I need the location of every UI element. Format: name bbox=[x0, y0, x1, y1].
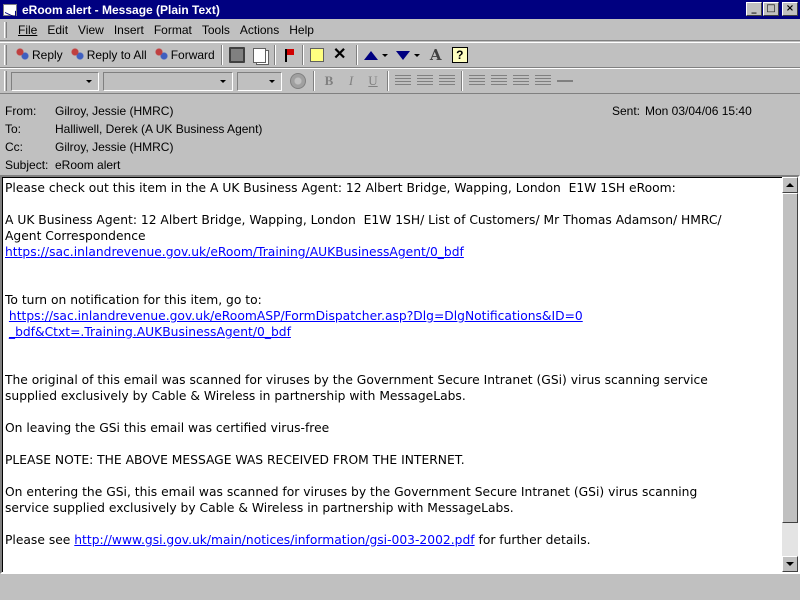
font-color-icon[interactable] bbox=[290, 73, 306, 89]
reply-all-label: Reply to All bbox=[86, 48, 147, 62]
close-button[interactable]: × bbox=[782, 2, 798, 16]
body-line: Please see bbox=[5, 533, 75, 547]
subject-label: Subject: bbox=[5, 158, 49, 172]
chevron-down-icon[interactable] bbox=[265, 74, 280, 89]
body-line: The original of this email was scanned for viruses by the Government Secure Intranet (GSi) virus scanning service bbox=[5, 373, 708, 387]
chevron-down-icon[interactable] bbox=[216, 74, 231, 89]
align-center-icon[interactable] bbox=[417, 75, 433, 87]
from-value[interactable]: Gilroy, Jessie (HMRC) bbox=[55, 104, 174, 118]
sent-row bbox=[612, 104, 752, 118]
address-book-button[interactable] bbox=[425, 44, 449, 66]
eroom-item-link[interactable]: https://sac.inlandrevenue.gov.uk/eRoom/Training/AUKBusinessAgent/0_bdf bbox=[5, 245, 464, 259]
delete-button[interactable] bbox=[329, 44, 353, 66]
window-controls bbox=[745, 2, 798, 16]
standard-toolbar bbox=[0, 42, 800, 68]
cc-label: Cc: bbox=[5, 140, 23, 154]
formatting-toolbar bbox=[0, 68, 800, 94]
menu-grip[interactable] bbox=[4, 22, 7, 38]
body-line: Please check out this item in the A UK Business Agent: 12 Albert Bridge, Wapping, London E1W 1SH eRoom: bbox=[5, 181, 676, 195]
move-to-folder-icon bbox=[310, 48, 324, 62]
forward-label: Forward bbox=[170, 48, 215, 62]
delete-icon: ✕ bbox=[333, 46, 347, 63]
notification-link-continued[interactable]: _bdf&Ctxt=.Training.AUKBusinessAgent/0_bdf bbox=[8, 325, 291, 339]
envelope-icon bbox=[3, 4, 17, 16]
menu-view[interactable] bbox=[73, 21, 109, 39]
toolbar-grip[interactable] bbox=[4, 45, 7, 65]
body-line: for further details. bbox=[474, 533, 591, 547]
menu-actions-label: Actions bbox=[239, 23, 280, 37]
flag-button[interactable] bbox=[279, 44, 299, 66]
dropdown-arrow-icon[interactable] bbox=[382, 54, 388, 57]
reply-label: Reply bbox=[32, 48, 63, 62]
body-line: service supplied exclusively by Cable & Wireless in partnership with MessageLabs. bbox=[5, 501, 514, 515]
sent-value: Mon 03/04/06 15:40 bbox=[645, 104, 752, 118]
reply-icon bbox=[14, 47, 30, 63]
address-book-icon: A bbox=[429, 46, 442, 64]
menu-view-label: View bbox=[78, 23, 104, 37]
body-line: To turn on notification for this item, go to: bbox=[5, 293, 262, 307]
menu-bar bbox=[0, 20, 800, 41]
toolbar-separator bbox=[387, 71, 389, 91]
numbering-icon[interactable] bbox=[491, 75, 507, 87]
cc-row bbox=[5, 138, 173, 156]
menu-help[interactable] bbox=[284, 21, 319, 39]
previous-item-button[interactable] bbox=[361, 44, 393, 66]
chevron-down-icon[interactable] bbox=[82, 74, 97, 89]
dropdown-arrow-icon[interactable] bbox=[414, 54, 420, 57]
horizontal-line-icon[interactable] bbox=[557, 80, 573, 82]
menu-file-label: File bbox=[18, 23, 38, 37]
help-icon: ? bbox=[452, 47, 468, 63]
reply-all-button[interactable] bbox=[66, 44, 150, 66]
menu-edit[interactable] bbox=[42, 21, 73, 39]
forward-icon bbox=[153, 47, 169, 63]
align-right-icon[interactable] bbox=[439, 75, 455, 87]
align-left-icon[interactable] bbox=[395, 75, 411, 87]
toolbar-separator bbox=[313, 71, 315, 91]
italic-button[interactable]: I bbox=[348, 73, 354, 88]
print-button[interactable] bbox=[226, 44, 250, 66]
next-item-icon bbox=[396, 51, 410, 60]
scroll-down-button[interactable] bbox=[782, 556, 798, 572]
gsi-notice-link[interactable]: http://www.gsi.gov.uk/main/notices/information/gsi-003-2002.pdf bbox=[74, 533, 475, 547]
toolbar-separator bbox=[302, 45, 304, 65]
menu-insert[interactable] bbox=[109, 21, 149, 39]
to-value[interactable]: Halliwell, Derek (A UK Business Agent) bbox=[55, 122, 263, 136]
maximize-button[interactable]: □ bbox=[763, 2, 779, 16]
reply-all-icon bbox=[69, 47, 85, 63]
toolbar-separator bbox=[461, 71, 463, 91]
scroll-thumb[interactable] bbox=[782, 193, 798, 523]
menu-file[interactable] bbox=[13, 21, 42, 39]
minimize-button[interactable]: _ bbox=[746, 2, 762, 16]
menu-help-label: Help bbox=[289, 23, 314, 37]
sent-label: Sent: bbox=[612, 104, 641, 118]
previous-item-icon bbox=[364, 51, 378, 60]
vertical-scrollbar[interactable] bbox=[782, 177, 798, 572]
subject-row bbox=[5, 156, 120, 174]
to-row bbox=[5, 120, 262, 138]
cc-value[interactable]: Gilroy, Jessie (HMRC) bbox=[55, 140, 174, 154]
window-title: eRoom alert - Message (Plain Text) bbox=[22, 2, 220, 17]
scroll-up-button[interactable] bbox=[782, 177, 798, 193]
forward-button[interactable] bbox=[150, 44, 218, 66]
menu-edit-label: Edit bbox=[47, 23, 69, 37]
copy-icon bbox=[253, 48, 266, 63]
body-line: On leaving the GSi this email was certified virus-free bbox=[5, 421, 330, 435]
message-text[interactable] bbox=[5, 180, 783, 572]
body-line: Agent Correspondence bbox=[5, 229, 146, 243]
subject-value: eRoom alert bbox=[55, 158, 121, 172]
toolbar-separator bbox=[221, 45, 223, 65]
menu-tools[interactable] bbox=[197, 21, 235, 39]
menu-format[interactable] bbox=[149, 21, 197, 39]
from-label: From: bbox=[5, 104, 37, 118]
to-label: To: bbox=[5, 122, 22, 136]
body-line: A UK Business Agent: 12 Albert Bridge, Wapping, London E1W 1SH/ List of Customers/ Mr Thomas Adamson/ HMRC/ bbox=[5, 213, 722, 227]
style-select[interactable] bbox=[11, 72, 99, 91]
toolbar-separator bbox=[356, 45, 358, 65]
print-icon bbox=[229, 47, 245, 63]
menu-insert-label: Insert bbox=[113, 23, 144, 37]
font-select[interactable] bbox=[103, 72, 233, 91]
font-size-select[interactable] bbox=[237, 72, 282, 91]
body-line: PLEASE NOTE: THE ABOVE MESSAGE WAS RECEIVED FROM THE INTERNET. bbox=[5, 453, 465, 467]
status-bar bbox=[0, 576, 800, 600]
menu-actions[interactable] bbox=[235, 21, 284, 39]
message-body[interactable] bbox=[0, 175, 800, 574]
notification-link[interactable]: https://sac.inlandrevenue.gov.uk/eRoomASP/FormDispatcher.asp?Dlg=DlgNotifications&ID=0 bbox=[8, 309, 583, 323]
next-item-button[interactable] bbox=[393, 44, 425, 66]
copy-button[interactable] bbox=[250, 44, 271, 66]
increase-indent-icon[interactable] bbox=[535, 75, 551, 87]
underline-button[interactable]: U bbox=[368, 73, 378, 88]
move-to-folder-button[interactable] bbox=[307, 44, 329, 66]
menu-format-label: Format bbox=[153, 23, 192, 37]
decrease-indent-icon[interactable] bbox=[513, 75, 529, 87]
toolbar-grip[interactable] bbox=[4, 71, 7, 91]
toolbar-separator bbox=[274, 45, 276, 65]
reply-button[interactable] bbox=[11, 44, 66, 66]
from-row bbox=[5, 102, 173, 120]
flag-icon bbox=[282, 47, 294, 63]
menu-tools-label: Tools bbox=[201, 23, 230, 37]
body-line: supplied exclusively by Cable & Wireless in partnership with MessageLabs. bbox=[5, 389, 466, 403]
title-bar bbox=[0, 0, 800, 19]
body-line: On entering the GSi, this email was scanned for viruses by the Government Secure Intranet (GSi) virus scanning bbox=[5, 485, 698, 499]
help-button[interactable] bbox=[449, 44, 473, 66]
bullets-icon[interactable] bbox=[469, 75, 485, 87]
bold-button[interactable]: B bbox=[324, 73, 334, 88]
